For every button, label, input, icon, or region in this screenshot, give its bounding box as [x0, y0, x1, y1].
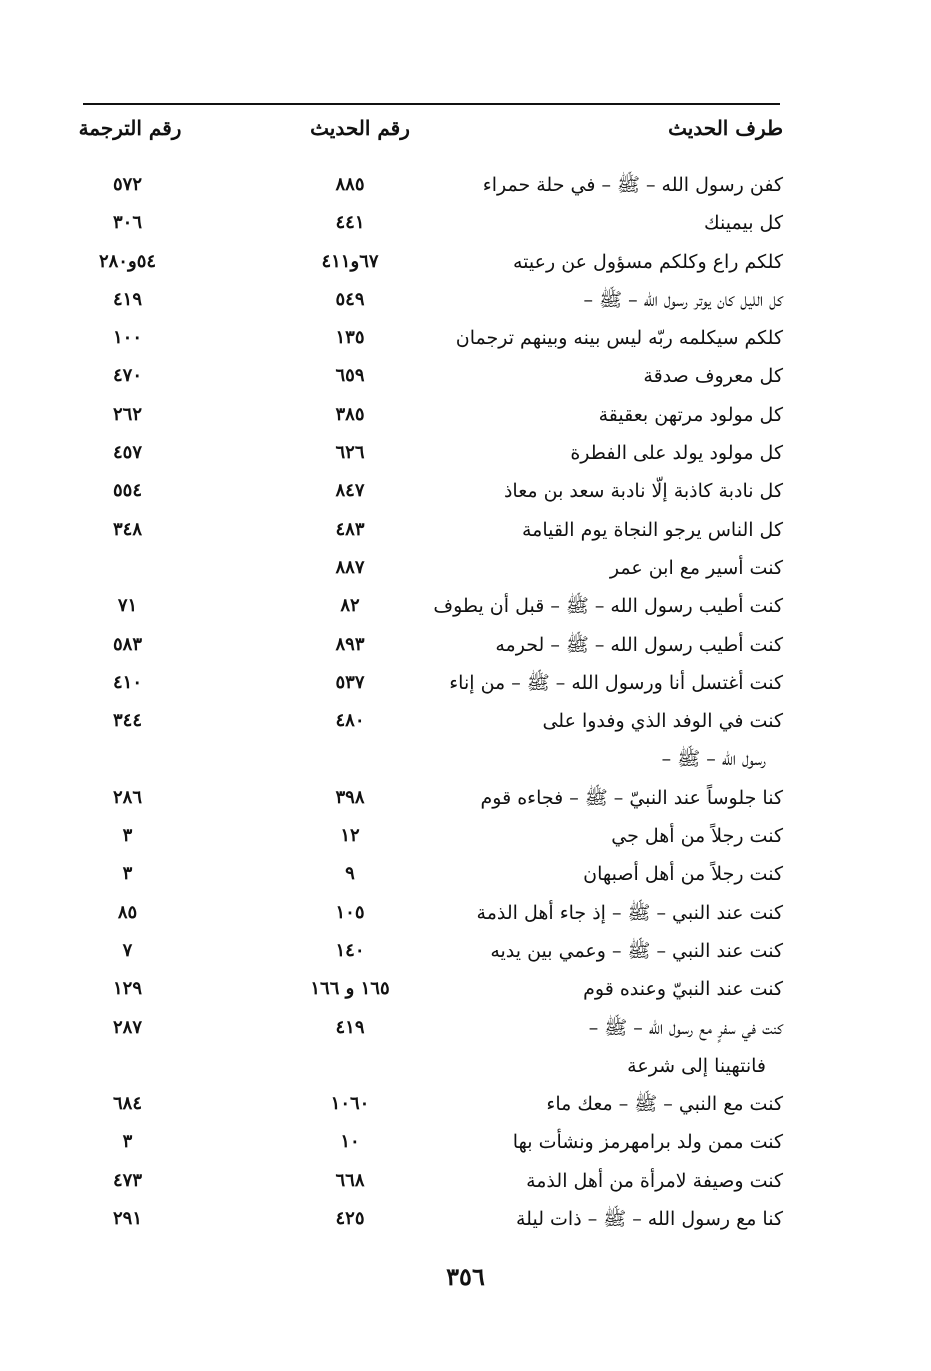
table-row	[0, 1162, 931, 1200]
hadith-number: ٨٨٥	[335, 174, 365, 195]
table-row	[0, 626, 931, 664]
hadith-text: كنت مع النبي – ﷺ – معك ماء	[546, 1093, 783, 1116]
table-row	[0, 472, 931, 510]
table-row-continuation	[0, 1047, 931, 1085]
tarjama-number: ١٢٩	[112, 978, 142, 1000]
hadith-text: كل بيمينك	[704, 212, 783, 235]
hadith-number: ٦٥٩	[335, 365, 365, 387]
top-rule	[83, 103, 780, 105]
hadith-text: كنت أسير مع ابن عمر	[609, 556, 783, 579]
table-row	[0, 434, 931, 472]
hadith-number: ٨٤٧	[335, 480, 365, 502]
table-row	[0, 894, 931, 932]
hadith-number: ٣٨٥	[335, 403, 365, 425]
hadith-number: ١٦٥ و ١٦٦	[310, 978, 390, 1000]
hadith-number: ٦٧و٤١١	[321, 250, 379, 272]
hadith-text: كنت عند النبي – ﷺ – إذ جاء أهل الذمة	[476, 901, 783, 924]
tarjama-number: ٥٤و٢٨٠	[98, 250, 157, 272]
tarjama-number: ٥٧٢	[112, 174, 142, 195]
hadith-text: كنت عند النبيّ وعنده قوم	[583, 978, 783, 1001]
table-row	[0, 549, 931, 587]
tarjama-number: ٧	[122, 939, 133, 961]
hadith-number: ١٣٥	[335, 327, 365, 349]
tarjama-number: ٣	[122, 863, 133, 885]
hadith-number: ١٠٥	[335, 901, 365, 923]
table-row	[0, 281, 931, 319]
header-tarjama-number: رقم الترجمة	[78, 116, 182, 140]
table-header	[0, 116, 931, 156]
tarjama-number: ٥٨٣	[112, 633, 142, 655]
header-hadith-text: طرف الحديث	[668, 116, 783, 140]
hadith-text: كنت في سفرٍ مع رسول الله – ﷺ –	[588, 1016, 783, 1039]
table-row	[0, 1085, 931, 1123]
hadith-text: كل معروف صدقة	[643, 365, 783, 388]
hadith-number: ١٠	[340, 1131, 360, 1153]
hadith-text: كفن رسول الله – ﷺ – في حلة حمراء	[482, 174, 783, 196]
hadith-text: كنت ممن ولد برامهرمز ونشأت بها	[512, 1131, 783, 1154]
table-row-continuation	[0, 740, 931, 778]
tarjama-number: ٤٧٣	[112, 1169, 142, 1191]
hadith-text: كنت أغتسل أنا ورسول الله – ﷺ – من إناء	[449, 671, 783, 694]
table-row	[0, 817, 931, 855]
table-row	[0, 779, 931, 817]
table-row	[0, 1009, 931, 1047]
table-row	[0, 319, 931, 357]
hadith-number: ١٢	[340, 825, 360, 847]
hadith-number: ٤٨٠	[335, 710, 365, 732]
hadith-text: كل الليل كان يوتر رسول الله – ﷺ –	[583, 288, 783, 311]
table-row	[0, 932, 931, 970]
hadith-text: كل الناس يرجو النجاة يوم القيامة	[522, 518, 783, 541]
tarjama-number: ٤٥٧	[112, 442, 142, 464]
hadith-number: ٩	[345, 863, 355, 885]
tarjama-number: ٤١٩	[112, 288, 142, 310]
table-row	[0, 511, 931, 549]
tarjama-number: ٢٨٧	[112, 1016, 142, 1038]
hadith-number: ٤١٩	[335, 1016, 365, 1038]
table-row	[0, 396, 931, 434]
table-row	[0, 1123, 931, 1161]
tarjama-number: ٢٨٦	[112, 786, 142, 808]
tarjama-number: ٣٤٨	[112, 518, 142, 540]
hadith-text: كنا جلوساً عند النبيّ – ﷺ – فجاءه قوم	[480, 786, 783, 809]
table-row	[0, 702, 931, 740]
hadith-text: كل نادبة كاذبة إلّا نادبة سعد بن معاذ	[503, 480, 783, 503]
tarjama-number: ٢٩١	[112, 1208, 142, 1230]
hadith-number: ٨٩٣	[335, 633, 365, 655]
hadith-number: ١٤٠	[335, 939, 365, 961]
hadith-number: ٤٢٥	[335, 1208, 365, 1230]
hadith-number: ٦٢٦	[335, 442, 365, 464]
table-row	[0, 357, 931, 395]
tarjama-number: ٤١٠	[112, 671, 142, 693]
hadith-text: كنا مع رسول الله – ﷺ – ذات ليلة	[515, 1208, 783, 1231]
hadith-number: ٤٤١	[335, 212, 365, 234]
tarjama-number: ٢٦٢	[112, 403, 142, 425]
tarjama-number: ٥٥٤	[112, 480, 142, 502]
hadith-number: ٥٣٧	[335, 671, 365, 693]
hadith-text: كنت عند النبي – ﷺ – وعمي بين يديه	[490, 939, 783, 962]
hadith-text: كنت رجلاً من أهل أصبهان	[583, 863, 783, 886]
hadith-number: ٥٤٩	[335, 288, 365, 310]
tarjama-number: ٤٧٠	[112, 365, 142, 387]
table-row	[0, 970, 931, 1008]
hadith-text: كلكم سيكلمه ربّه ليس بينه وبينهم ترجمان	[455, 327, 783, 350]
table-row	[0, 166, 931, 204]
hadith-number: ٨٨٧	[335, 556, 365, 578]
hadith-text: كل مولود يولد على الفطرة	[570, 442, 783, 465]
tarjama-number: ٧١	[117, 595, 138, 617]
tarjama-number: ٦٨٤	[112, 1093, 142, 1115]
hadith-number: ٨٢	[340, 595, 360, 617]
index-rows	[0, 166, 931, 1238]
hadith-number: ٣٩٨	[335, 786, 365, 808]
hadith-text: رسول الله – ﷺ –	[661, 748, 766, 771]
hadith-number: ١٠٦٠	[330, 1093, 370, 1115]
tarjama-number: ٣٠٦	[112, 212, 142, 234]
tarjama-number: ١٠٠	[112, 327, 142, 349]
hadith-text: فانتهينا إلى شرعة	[627, 1054, 766, 1077]
tarjama-number: ٣٤٤	[112, 710, 142, 732]
hadith-number: ٤٨٣	[335, 518, 365, 540]
hadith-number: ٦٦٨	[335, 1169, 365, 1191]
hadith-text: كنت أطيب رسول الله – ﷺ – قبل أن يطوف	[433, 595, 783, 618]
hadith-text: كلكم راع وكلكم مسؤول عن رعيته	[513, 250, 783, 273]
hadith-text: كنت أطيب رسول الله – ﷺ – لحرمه	[495, 633, 783, 656]
hadith-text: كل مولود مرتهن بعقيقة	[598, 403, 783, 426]
table-row	[0, 204, 931, 242]
hadith-text: كنت وصيفة لامرأة من أهل الذمة	[526, 1169, 783, 1192]
table-row	[0, 1200, 931, 1238]
page-number: ٣٥٦	[446, 1262, 485, 1291]
tarjama-number: ٨٥	[117, 901, 138, 923]
tarjama-number: ٣	[122, 1131, 133, 1153]
table-row	[0, 664, 931, 702]
table-row	[0, 587, 931, 625]
tarjama-number: ٣	[122, 825, 133, 847]
table-row	[0, 855, 931, 893]
table-row	[0, 243, 931, 281]
hadith-text: كنت رجلاً من أهل جي	[611, 825, 783, 848]
header-hadith-number: رقم الحديث	[310, 116, 410, 140]
hadith-text: كنت في الوفد الذي وفدوا على	[542, 710, 783, 733]
